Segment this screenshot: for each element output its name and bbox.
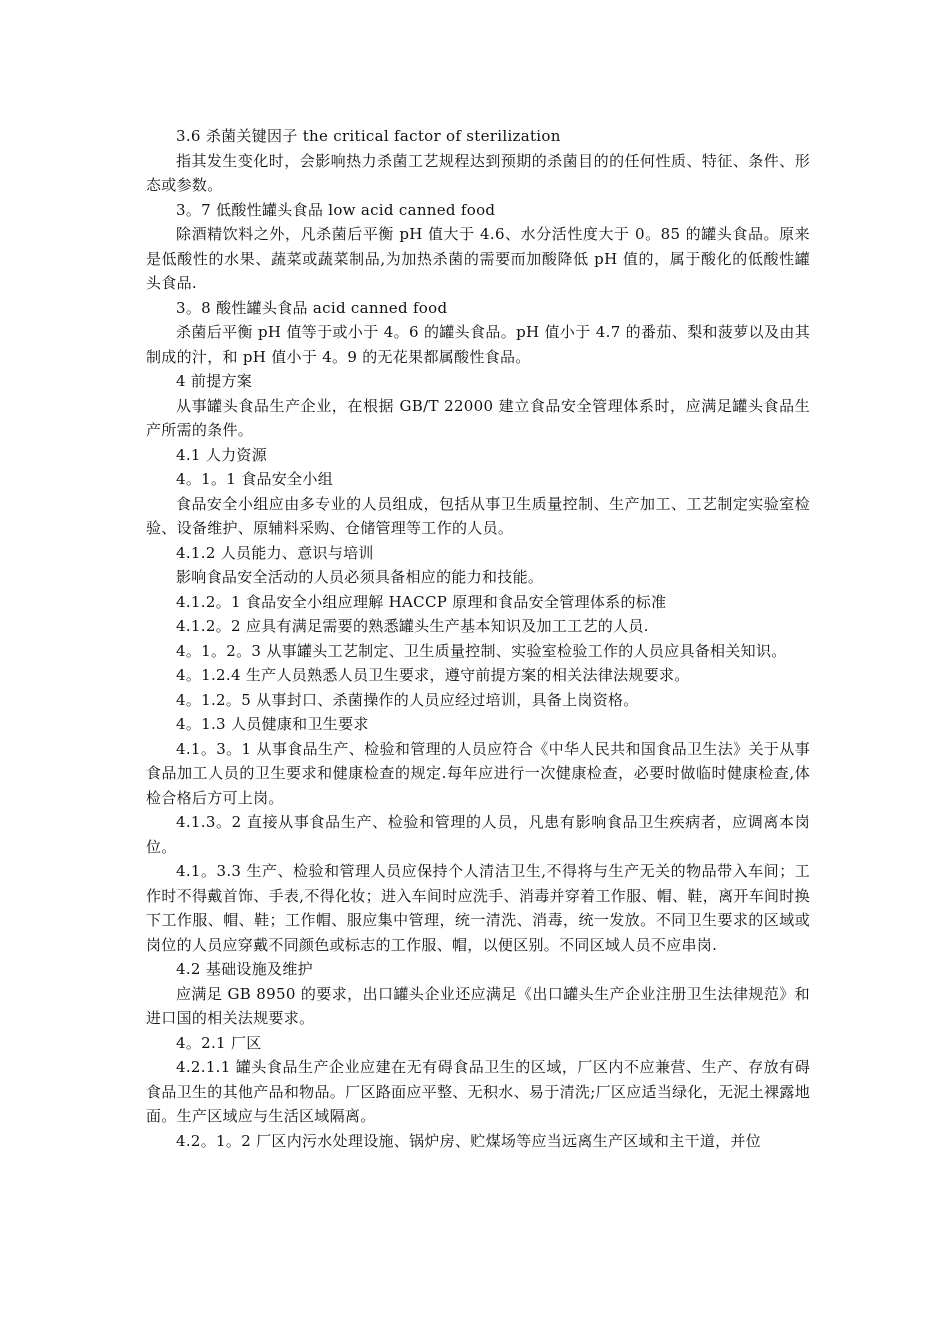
- paragraph: 4。2.1 厂区: [176, 1033, 262, 1052]
- paragraph: 影响食品安全活动的人员必须具备相应的能力和技能。: [176, 568, 544, 586]
- paragraph: 4。1。1 食品安全小组: [176, 470, 333, 488]
- paragraph: 指其发生变化时，会影响热力杀菌工艺规程达到预期的杀菌目的的任何性质、特征、条件、形态或参数。: [146, 151, 810, 194]
- paragraph: 除酒精饮料之外，凡杀菌后平衡 pH 值大于 4.6、水分活性度大于 0。85 的罐头食品。原来是低酸性的水果、蔬菜或蔬菜制品,为加热杀菌的需要而加酸降低 pH 值的，属于酸化的低酸性罐头食品.: [146, 225, 810, 292]
- paragraph: 4。1.2。5 从事封口、杀菌操作的人员应经过培训，具备上岗资格。: [176, 690, 639, 709]
- paragraph: 4 前提方案: [176, 372, 253, 390]
- paragraph: 食品安全小组应由多专业的人员组成，包括从事卫生质量控制、生产加工、工艺制定实验室检验、设备维护、原辅料采购、仓储管理等工作的人员。: [146, 494, 810, 537]
- paragraph: 4.1。3。1 从事食品生产、检验和管理的人员应符合《中华人民共和国食品卫生法》关于从事食品加工人员的卫生要求和健康检查的规定.每年应进行一次健康检查，必要时做临时健康检查,体检合格后方可上岗。: [146, 739, 810, 807]
- paragraph: 4.1.3。2 直接从事食品生产、检验和管理的人员，凡患有影响食品卫生疾病者，应调离本岗位。: [146, 813, 810, 856]
- paragraph: 4.2 基础设施及维护: [176, 960, 313, 978]
- paragraph: 4.1 人力资源: [176, 445, 268, 464]
- paragraph: 4.1.2 人员能力、意识与培训: [176, 543, 374, 562]
- paragraph: 4.2。1。2 厂区内污水处理设施、锅炉房、贮煤场等应当远离生产区域和主干道，并位: [176, 1131, 762, 1150]
- paragraph: 4。1。2。3 从事罐头工艺制定、卫生质量控制、实验室检验工作的人员应具备相关知识。: [176, 641, 787, 660]
- paragraph: 4.1。3.3 生产、检验和管理人员应保持个人清洁卫生,不得将与生产无关的物品带入车间；工作时不得戴首饰、手表,不得化妆；进入车间时应洗手、消毒并穿着工作服、帽、鞋，离开车间时换下工作服、帽、鞋；工作帽、服应集中管理，统一清洗、消毒，统一发放。不同卫生要求的区域或岗位的人员应穿戴不同颜色或标志的工作服、帽，以便区别。不同区域人员不应串岗.: [146, 862, 810, 954]
- document-body: [146, 124, 810, 1153]
- paragraph: 3.6 杀菌关键因子 the critical factor of sterilization: [176, 127, 561, 145]
- paragraph: 杀菌后平衡 pH 值等于或小于 4。6 的罐头食品。pH 值小于 4.7 的番茄、梨和菠萝以及由其制成的汁，和 pH 值小于 4。9 的无花果都属酸性食品。: [146, 323, 810, 366]
- paragraph: 4。1.3 人员健康和卫生要求: [176, 715, 369, 733]
- paragraph: 4。1.2.4 生产人员熟悉人员卫生要求，遵守前提方案的相关法律法规要求。: [176, 666, 690, 684]
- paragraph: 应满足 GB 8950 的要求，出口罐头企业还应满足《出口罐头生产企业注册卫生法律规范》和进口国的相关法规要求。: [146, 984, 810, 1027]
- paragraph: 4.1.2。1 食品安全小组应理解 HACCP 原理和食品安全管理体系的标准: [176, 592, 667, 611]
- paragraph: 4.1.2。2 应具有满足需要的熟悉罐头生产基本知识及加工工艺的人员.: [176, 617, 649, 635]
- paragraph: 3。8 酸性罐头食品 acid canned food: [176, 298, 448, 317]
- paragraph: 4.2.1.1 罐头食品生产企业应建在无有碍食品卫生的区域，厂区内不应兼营、生产、存放有碍食品卫生的其他产品和物品。厂区路面应平整、无积水、易于清洗;厂区应适当绿化，无泥土裸露地面。生产区域应与生活区域隔离。: [146, 1058, 810, 1125]
- paragraph: 3。7 低酸性罐头食品 low acid canned food: [176, 200, 496, 219]
- paragraph: 从事罐头食品生产企业，在根据 GB/T 22000 建立食品安全管理体系时，应满足罐头食品生产所需的条件。: [146, 396, 810, 439]
